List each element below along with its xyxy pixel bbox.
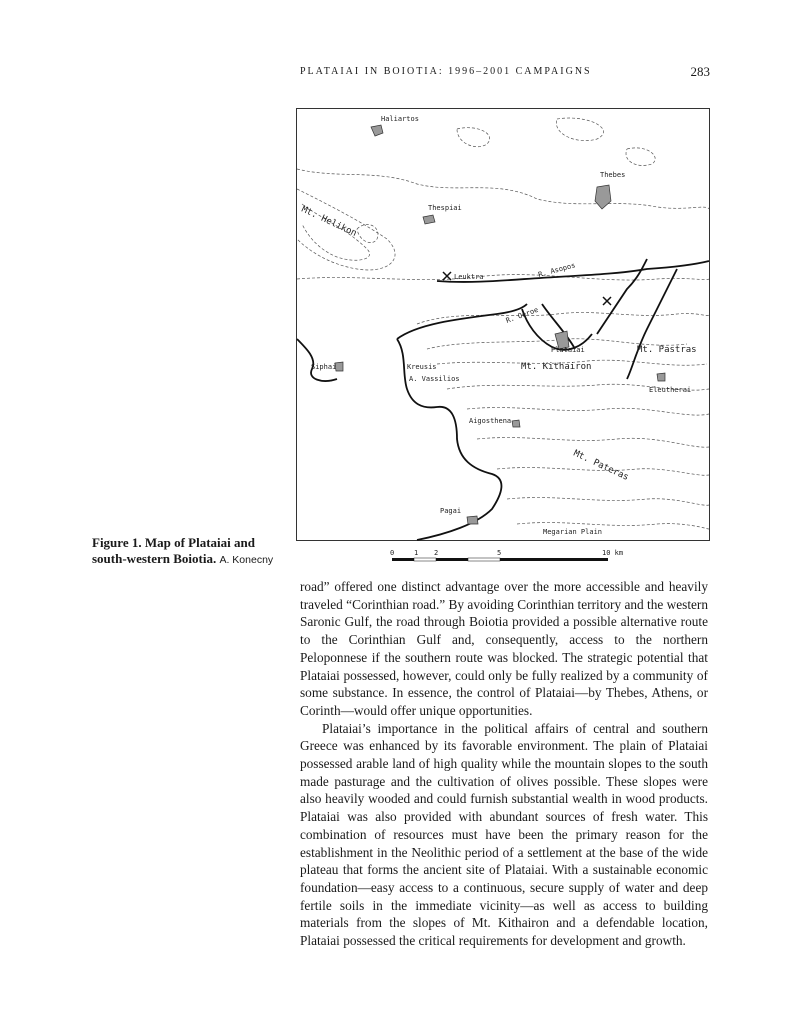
scale-bar — [390, 548, 624, 568]
label-aigosthena: Aigosthena — [469, 417, 512, 425]
label-oeroe: R. Oeroe — [504, 305, 540, 325]
contour-lines — [297, 118, 709, 529]
map-labels — [300, 115, 697, 536]
map-svg — [297, 109, 709, 540]
label-kreusis: Kreusis — [407, 363, 437, 371]
scale-bar-segments — [392, 558, 608, 561]
scale-tick-0: 0 — [390, 549, 395, 557]
label-pagai: Pagai — [440, 507, 462, 515]
label-eleutherai: Eleutherai — [649, 386, 692, 394]
label-siphai: Siphai — [311, 363, 337, 371]
scale-tick-5: 5 — [497, 549, 502, 557]
figure-caption — [92, 535, 282, 568]
label-leuktra: Leuktra — [454, 273, 484, 281]
label-vassilios: A. Vassilios — [409, 375, 460, 383]
caption-credit: A. Konecny — [219, 554, 274, 566]
scale-tick-10: 10 km — [602, 549, 624, 557]
site-markers — [335, 125, 665, 524]
label-thebes: Thebes — [600, 171, 626, 179]
label-helikon: Mt. Helikon — [299, 204, 358, 239]
caption-title: Figure 1. Map of Plataiai and south-western Boiotia. — [92, 535, 255, 566]
label-pateras: Mt. Pateras — [571, 448, 630, 483]
label-plataiai: Plataiai — [551, 346, 585, 354]
label-kithairon: Mt. Kithairon — [521, 362, 592, 372]
scale-tick-1: 1 — [414, 549, 419, 557]
paragraph-1: road” offered one distinct advantage over the more accessible and heavily traveled “Corinthian road.” By avoiding Corinthian territory and the western Saronic Gulf, the road through Boiotia provided a possible alternative route to the Corinthian Gulf and, consequently, access to the northern Peloponnese if the southern route was blocked. The strategic potential that Plataiai possessed, however, could only be fully realized by a community of some substance. In essence, the control of Plataiai—by Thebes, Athens, or Corinth—would offer unique opportunities. — [300, 579, 708, 718]
label-haliartos: Haliartos — [381, 115, 419, 123]
label-asopos: R. Asopos — [537, 261, 577, 279]
scale-tick-2: 2 — [434, 549, 439, 557]
body-text — [300, 578, 708, 950]
running-title: PLATAIAI IN BOIOTIA: 1996–2001 CAMPAIGNS — [300, 66, 592, 77]
rivers-and-coast — [297, 259, 709, 540]
label-thespiai: Thespiai — [428, 204, 462, 212]
label-megarian-plain: Megarian Plain — [543, 528, 603, 536]
running-head — [300, 66, 710, 82]
map-figure — [296, 108, 710, 541]
label-pastras: Mt. Pastras — [637, 345, 697, 355]
page-number: 283 — [690, 64, 710, 79]
paragraph-2: Plataiai’s importance in the political affairs of central and southern Greece was enhanced by its favorable environment. The plain of Plataiai possessed arable land of high quality while the mountain slopes to the south made pasturage and the cultivation of olives possible. These slopes were also heavily wooded and could furnish substantial wealth in wood products. Plataiai was also provided with abundant sources of fresh water. This combination of resources must have been the primary reason for the establishment in the Neolithic period of a settlement at the base of the wide plateau that forms the ancient site of Plataiai. With a sustainable economic foundation—easy access to a continuous, secure supply of water and deep fertile soils in the immediate vicinity—as well as access to building materials from the slopes of Mt. Kithairon and a defendable location, Plataiai possessed the critical requirements for development and growth. — [300, 720, 708, 949]
